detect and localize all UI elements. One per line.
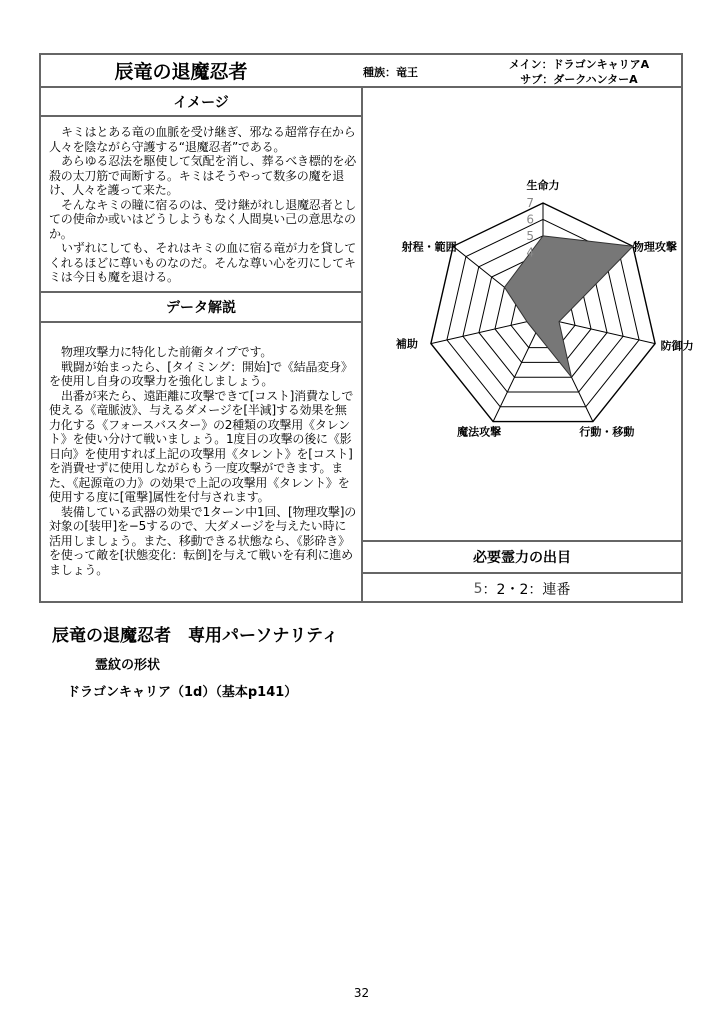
image-text (49, 125, 357, 285)
data-text (49, 345, 357, 577)
radar-axis-label: 物理攻撃 (632, 240, 677, 254)
radar-data-area (504, 236, 632, 377)
personality-heading: 辰竜の退魔忍者 専用パーソナリティ (52, 626, 339, 646)
page-number: 32 (353, 986, 370, 1000)
personality-subheading: 霊紋の形状 (95, 658, 161, 673)
image-heading: イメージ (173, 94, 229, 111)
dice-value (363, 574, 681, 603)
radar-scale-label: 7 (526, 196, 534, 210)
image-paragraph: いずれにしても、それはキミの血に宿る竜が力を貸してくれるほどに尊いものなのだ。そんな尊い心を刃にしてキミは今日も魔を退ける。 (49, 241, 357, 284)
data-paragraph: 物理攻撃力に特化した前衛タイプです。 (61, 345, 273, 359)
radar-spoke (431, 318, 543, 344)
character-sheet (39, 53, 694, 603)
sub-class: サブ：ダークハンターA (520, 73, 638, 86)
dice-heading: 必要霊力の出目 (473, 550, 571, 566)
main-class: メイン：ドラゴンキャリアA (508, 58, 650, 71)
radar-axis-label: 行動・移動 (579, 425, 635, 439)
image-paragraph: そんなキミの瞳に宿るのは、受け継がれし退魔忍者としての使命か或いはどうしようもなく人間臭い己の意思なのか。 (49, 197, 357, 241)
data-paragraph: 出番が来たら、遠距離に攻撃できて[コスト]消費なしで使える《竜脈波》、与えるダメージを[半減]する効果を無力化する《フォースバスター》の2種類の攻撃用《タレント》を使い分けて戦いましょう。1度目の攻撃の後に《影日向》を使用すれば上記の攻撃用《タレント》を[コスト]を消費せずに使用しながらもう一度攻撃ができます。また、《起源竜の力》の効果で上記の攻撃用《タレント》を使用する度に[電撃]属性を付与されます。 (49, 388, 354, 504)
radar-axis-label: 生命力 (526, 179, 560, 192)
radar-axis-label: 補助 (395, 337, 418, 351)
radar-axis-label: 射程・範囲 (401, 240, 457, 254)
radar-scale-label: 5 (526, 228, 534, 243)
dice-value-prefix: 5 (473, 580, 483, 597)
personality-item: ドラゴンキャリア（1d）（基本p141） (67, 685, 298, 700)
radar-axis-label: 魔法攻撃 (457, 425, 502, 439)
radar-scale-label: 4 (526, 245, 534, 260)
image-paragraph: キミはとある竜の血脈を受け継ぎ、邪なる超常存在から人々を陰ながら守護する“退魔忍者”である。 (49, 125, 356, 154)
data-paragraph: 戦闘が始まったら、[タイミング：開始]で《結晶変身》を使用し自身の攻撃力を強化しましょう。 (49, 359, 353, 388)
data-heading: データ解説 (166, 300, 236, 316)
data-paragraph: 装備している武器の効果で1ターン中1回、[物理攻撃]の対象の[装甲]を−5するので、大ダメージを与えたい時に活用しましょう。また、移動できる状態なら、《影砕き》を使って敵を[状態変化：転倒]を与えて戦いを有利に進めましょう。 (49, 504, 356, 577)
radar-chart-svg (363, 88, 694, 542)
class-info (489, 57, 669, 87)
image-paragraph: あらゆる忍法を駆使して気配を消し、葬るべき標的を必殺の太刀筋で両断する。キミはそうやって数多の魔を退け、人々を護って来た。 (49, 154, 357, 197)
dice-value-rest: ：2・2：連番 (482, 581, 571, 598)
race-label: 種族：竜王 (363, 66, 418, 79)
page-title: 辰竜の退魔忍者 (114, 61, 248, 83)
radar-scale-label: 6 (526, 212, 534, 227)
radar-axis-label: 防御力 (660, 339, 694, 353)
radar-chart (363, 88, 694, 542)
